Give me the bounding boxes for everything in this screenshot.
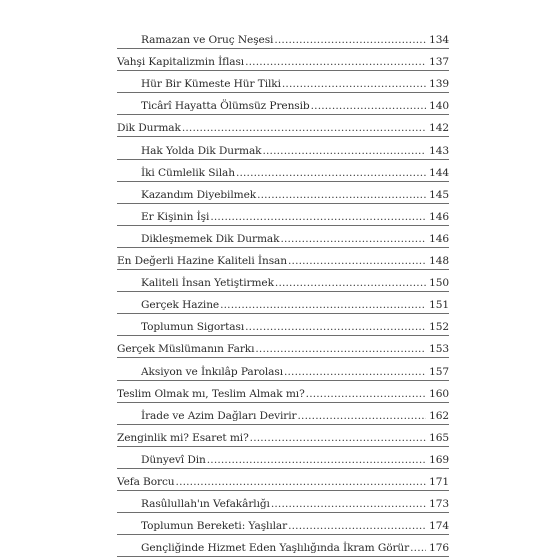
toc-entry-page: 157 <box>429 365 449 378</box>
toc-entry <box>117 358 449 380</box>
toc-entry <box>117 93 449 115</box>
toc-entry <box>117 425 449 447</box>
dot-leader <box>182 122 426 137</box>
toc-entry <box>117 535 449 557</box>
toc-entry-title: Toplumun Sigortası <box>141 321 245 334</box>
toc-entry-title: Dik Durmak <box>117 122 181 135</box>
toc-entry <box>117 137 449 159</box>
toc-entry-page: 152 <box>429 321 449 334</box>
toc-entry-title: Teslim Olmak mı, Teslim Almak mı? <box>117 387 305 400</box>
dot-leader <box>280 233 426 248</box>
toc-entry-title: Hür Bir Kümeste Hür Tilki <box>141 78 281 91</box>
dot-leader <box>288 520 426 535</box>
dot-leader <box>284 366 426 381</box>
toc-entry-title: Hak Yolda Dik Durmak <box>141 144 262 157</box>
toc-entry <box>117 160 449 182</box>
toc-entry <box>117 49 449 71</box>
dot-leader <box>257 189 426 204</box>
dot-leader <box>250 432 426 447</box>
toc-entry-page: 151 <box>429 299 449 312</box>
toc-entry <box>117 469 449 491</box>
toc-entry-title: Vahşi Kapitalizmin İflası <box>117 56 245 69</box>
toc-entry <box>117 447 449 469</box>
dot-leader <box>282 78 426 93</box>
toc-entry-page: 143 <box>429 144 449 157</box>
dot-leader <box>255 343 426 358</box>
dot-leader <box>220 299 426 314</box>
dot-leader <box>311 100 426 115</box>
toc-entry <box>117 182 449 204</box>
toc-entry-title: Toplumun Bereketi: Yaşlılar <box>141 520 288 533</box>
dot-leader <box>207 454 426 469</box>
dot-leader <box>176 476 426 491</box>
toc-entry-title: Zenginlik mi? Esaret mi? <box>117 431 249 444</box>
toc-entry <box>117 381 449 403</box>
toc-entry-page: 171 <box>429 475 449 488</box>
toc-entry-page: 176 <box>429 542 449 555</box>
toc-entry <box>117 248 449 270</box>
toc-entry-title: Ticârî Hayatta Ölümsüz Prensib <box>141 100 310 113</box>
dot-leader <box>298 410 426 425</box>
toc-entry-page: 173 <box>429 498 449 511</box>
toc-entry-title: En Değerli Hazine Kaliteli İnsan <box>117 255 287 268</box>
dot-leader <box>245 56 426 71</box>
toc-entry-title: Vefa Borcu <box>117 475 175 488</box>
dot-leader <box>274 34 426 49</box>
toc-entry-page: 142 <box>429 122 449 135</box>
toc-entry-title: Er Kişinin İşi <box>141 210 210 223</box>
dot-leader <box>271 498 426 513</box>
toc-entry-page: 162 <box>429 409 449 422</box>
toc-entry-page: 160 <box>429 387 449 400</box>
toc-entry-title: Kaliteli İnsan Yetiştirmek <box>141 277 274 290</box>
toc-entry-page: 153 <box>429 343 449 356</box>
toc-entry <box>117 314 449 336</box>
dot-leader <box>210 211 426 226</box>
dot-leader <box>262 145 426 160</box>
toc-entry-page: 169 <box>429 453 449 466</box>
dot-leader <box>245 321 426 336</box>
toc-entry <box>117 270 449 292</box>
toc-entry <box>117 336 449 358</box>
toc-entry <box>117 204 449 226</box>
toc-entry <box>117 226 449 248</box>
toc-entry-title: Kazandım Diyebilmek <box>141 188 257 201</box>
toc-entry <box>117 513 449 535</box>
dot-leader <box>275 277 426 292</box>
toc-entry-page: 174 <box>429 520 449 533</box>
toc-entry-page: 137 <box>429 56 449 69</box>
toc-entry-title: İrade ve Azim Dağları Devirir <box>141 409 297 422</box>
toc-entry-title: İki Cümlelik Silah <box>141 166 235 179</box>
dot-leader <box>288 255 426 270</box>
toc-entry <box>117 71 449 93</box>
toc-entry-page: 148 <box>429 255 449 268</box>
toc-entry-page: 146 <box>429 210 449 223</box>
dot-leader <box>306 388 426 403</box>
toc-entry <box>117 292 449 314</box>
toc-entry <box>117 403 449 425</box>
toc-entry-page: 150 <box>429 277 449 290</box>
toc-entry-title: Rasûlullah'ın Vefakârlığı <box>141 498 270 511</box>
toc-entry-page: 144 <box>429 166 449 179</box>
toc-entry-page: 140 <box>429 100 449 113</box>
table-of-contents <box>117 27 449 557</box>
toc-entry-page: 145 <box>429 188 449 201</box>
dot-leader <box>236 167 426 182</box>
toc-entry-page: 134 <box>429 34 449 47</box>
toc-entry-title: Dünyevî Din <box>141 453 206 466</box>
toc-entry-title: Dikleşmemek Dik Durmak <box>141 232 280 245</box>
toc-entry-title: Aksiyon ve İnkılâp Parolası <box>141 365 283 378</box>
toc-entry-title: Ramazan ve Oruç Neşesi <box>141 34 274 47</box>
toc-entry-title: Gençliğinde Hizmet Eden Yaşlılığında İkram Görür <box>141 542 410 555</box>
toc-entry-title: Gerçek Hazine <box>141 299 220 312</box>
toc-entry <box>117 491 449 513</box>
toc-entry-page: 146 <box>429 232 449 245</box>
toc-entry <box>117 115 449 137</box>
toc-entry-page: 139 <box>429 78 449 91</box>
toc-entry-title: Gerçek Müslümanın Farkı <box>117 343 255 356</box>
toc-entry <box>117 27 449 49</box>
toc-entry-page: 165 <box>429 431 449 444</box>
